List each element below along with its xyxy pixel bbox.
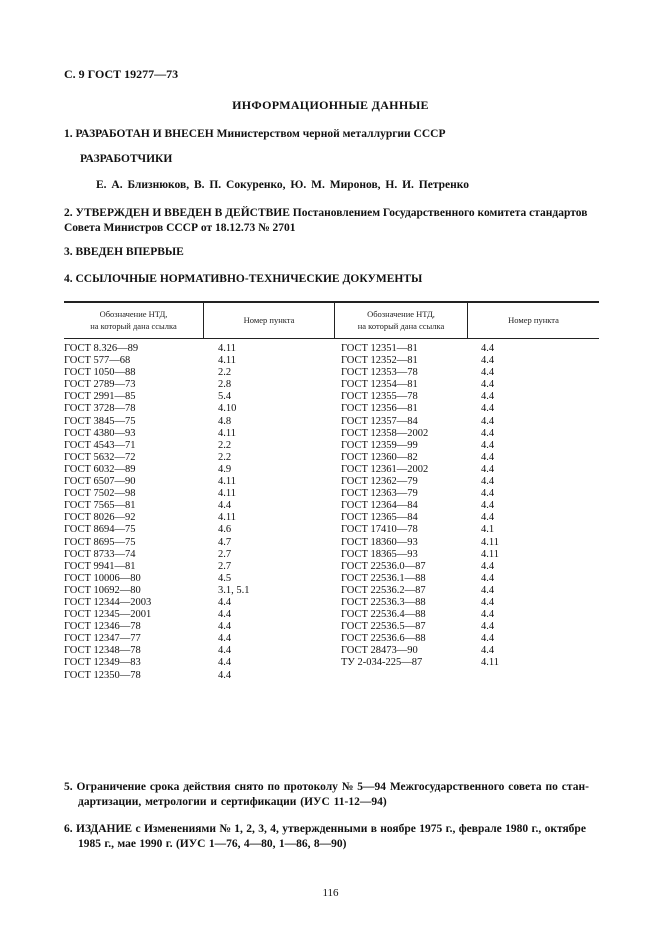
- right-doc-column: [341, 343, 428, 670]
- right-doc-cell: ГОСТ 22536.2—87: [341, 584, 426, 596]
- item-3: [64, 245, 604, 260]
- left-item-cell: 2.7: [218, 548, 232, 560]
- left-item-cell: 4.11: [218, 343, 236, 354]
- left-doc-column: [64, 343, 151, 682]
- right-doc-cell: ГОСТ 12351—81: [341, 343, 418, 354]
- left-doc-cell: ГОСТ 12344—2003: [64, 596, 152, 608]
- right-item-cell: 4.11: [481, 657, 499, 669]
- left-doc-cell: ГОСТ 6032—89: [64, 463, 136, 475]
- item-6-line-2: 1985 г., мае 1990 г. (ИУС 1—76, 4—80, 1—86, 8—90): [78, 838, 347, 850]
- right-item-cell: 4.4: [481, 596, 495, 608]
- right-item-cell: 4.4: [481, 609, 495, 621]
- item-1-text: Министерством черной металлургии СССР: [216, 128, 446, 140]
- left-doc-cell: ГОСТ 1050—88: [64, 367, 136, 379]
- item-3-number: 3.: [64, 246, 73, 258]
- right-item-cell: 4.4: [481, 572, 495, 584]
- left-doc-cell: ГОСТ 12349—83: [64, 657, 141, 669]
- right-item-cell: 4.4: [481, 451, 495, 463]
- right-doc-cell: ГОСТ 12354—81: [341, 379, 418, 391]
- left-doc-cell: ГОСТ 9941—81: [64, 560, 136, 572]
- page-title: ИНФОРМАЦИОННЫЕ ДАННЫЕ: [232, 98, 429, 112]
- item-4-heading: ССЫЛОЧНЫЕ НОРМАТИВНО-ТЕХНИЧЕСКИЕ ДОКУМЕНТЫ: [75, 273, 423, 285]
- item-2-heading: УТВЕРЖДЕН И ВВЕДЕН В ДЕЙСТВИЕ: [75, 207, 290, 219]
- right-item-column: [481, 343, 499, 670]
- right-doc-cell: ГОСТ 28473—90: [341, 645, 418, 657]
- item-1: [64, 127, 604, 142]
- developers-list: Е. А. Близнюков, В. П. Сокуренко, Ю. М. Миронов, Н. И. Петренко: [96, 179, 469, 191]
- left-item-cell: 5.4: [218, 391, 232, 403]
- table-header-doc: Обозначение НТД, на который дана ссылка: [90, 309, 177, 331]
- left-item-cell: 4.4: [218, 633, 232, 645]
- left-doc-cell: ГОСТ 7565—81: [64, 500, 136, 512]
- left-item-cell: 2.2: [218, 451, 232, 463]
- item-1-number: 1.: [64, 128, 73, 140]
- item-6: [64, 822, 604, 852]
- right-item-cell: 4.4: [481, 463, 495, 475]
- right-item-cell: 4.4: [481, 488, 495, 500]
- right-doc-cell: ГОСТ 18365—93: [341, 548, 418, 560]
- left-doc-cell: ГОСТ 3728—78: [64, 403, 136, 415]
- left-item-cell: 4.7: [218, 536, 232, 548]
- table-header-rule: [64, 338, 599, 339]
- right-item-cell: 4.4: [481, 367, 495, 379]
- left-doc-cell: ГОСТ 4380—93: [64, 427, 136, 439]
- right-item-cell: 4.4: [481, 584, 495, 596]
- right-doc-cell: ГОСТ 12357—84: [341, 415, 418, 427]
- right-doc-cell: ТУ 2-034-225—87: [341, 657, 423, 669]
- right-doc-cell: ГОСТ 12362—79: [341, 476, 418, 488]
- right-item-cell: 4.4: [481, 512, 495, 524]
- table-header-doc: Обозначение НТД, на который дана ссылка: [357, 309, 445, 331]
- item-5-line-2: дартизации, метрологии и сертификации (ИУС 11-12—94): [78, 796, 387, 808]
- left-doc-cell: ГОСТ 4543—71: [64, 439, 136, 451]
- right-item-cell: 4.4: [481, 427, 495, 439]
- left-doc-cell: ГОСТ 8694—75: [64, 524, 136, 536]
- left-doc-cell: ГОСТ 10692—80: [64, 584, 141, 596]
- item-6-number: 6.: [64, 823, 73, 835]
- right-item-cell: 4.4: [481, 355, 495, 367]
- left-item-cell: 4.11: [218, 427, 236, 439]
- left-doc-cell: ГОСТ 577—68: [64, 355, 131, 367]
- left-doc-cell: ГОСТ 8733—74: [64, 548, 136, 560]
- right-item-cell: 4.4: [481, 415, 495, 427]
- left-doc-cell: ГОСТ 8026—92: [64, 512, 136, 524]
- right-doc-cell: ГОСТ 12364—84: [341, 500, 418, 512]
- item-4: [64, 272, 604, 287]
- right-item-cell: 4.4: [481, 560, 495, 572]
- left-doc-cell: ГОСТ 12348—78: [64, 645, 141, 657]
- right-item-cell: 4.4: [481, 403, 495, 415]
- left-item-cell: 4.11: [218, 512, 236, 524]
- item-5-line-1: Ограничение срока действия снято по протоколу № 5—94 Межгосударственного совета по стан-: [76, 781, 589, 793]
- item-5-number: 5.: [64, 781, 73, 793]
- right-doc-cell: ГОСТ 12353—78: [341, 367, 418, 379]
- right-doc-cell: ГОСТ 22536.3—88: [341, 596, 426, 608]
- left-item-cell: 4.11: [218, 476, 236, 488]
- item-3-heading: ВВЕДЕН ВПЕРВЫЕ: [75, 246, 184, 258]
- left-item-cell: 4.4: [218, 657, 232, 669]
- right-item-cell: 4.11: [481, 548, 499, 560]
- left-doc-cell: ГОСТ 12347—77: [64, 633, 141, 645]
- right-item-cell: 4.4: [481, 645, 495, 657]
- right-doc-cell: ГОСТ 12365—84: [341, 512, 418, 524]
- right-doc-cell: ГОСТ 12358—2002: [341, 427, 429, 439]
- item-5: [64, 780, 604, 810]
- page-header: С. 9 ГОСТ 19277—73: [64, 67, 179, 81]
- right-item-cell: 4.11: [481, 536, 499, 548]
- item-2: [64, 206, 604, 236]
- table-header-item: Номер пункта: [508, 315, 559, 325]
- left-doc-cell: ГОСТ 6507—90: [64, 476, 136, 488]
- right-item-cell: 4.4: [481, 343, 495, 354]
- left-item-cell: 2.2: [218, 367, 232, 379]
- left-item-cell: 4.4: [218, 621, 232, 633]
- right-doc-cell: ГОСТ 12360—82: [341, 451, 418, 463]
- left-doc-cell: ГОСТ 7502—98: [64, 488, 136, 500]
- right-item-cell: 4.4: [481, 379, 495, 391]
- left-item-cell: 4.11: [218, 355, 236, 367]
- left-doc-cell: ГОСТ 5632—72: [64, 451, 136, 463]
- left-item-cell: 2.7: [218, 560, 232, 572]
- right-doc-cell: ГОСТ 22536.5—87: [341, 621, 426, 633]
- right-item-cell: 4.4: [481, 621, 495, 633]
- right-item-cell: 4.4: [481, 500, 495, 512]
- left-item-cell: 4.9: [218, 463, 232, 475]
- item-4-number: 4.: [64, 273, 73, 285]
- left-item-cell: 4.4: [218, 645, 232, 657]
- right-doc-cell: ГОСТ 22536.4—88: [341, 609, 426, 621]
- left-doc-cell: ГОСТ 8.326—89: [64, 343, 139, 354]
- left-doc-cell: ГОСТ 12345—2001: [64, 609, 152, 621]
- left-item-cell: 4.11: [218, 488, 236, 500]
- right-doc-cell: ГОСТ 12359—99: [341, 439, 418, 451]
- table-top-rule: [64, 301, 599, 303]
- left-item-cell: 4.4: [218, 500, 232, 512]
- left-doc-cell: ГОСТ 2991—85: [64, 391, 136, 403]
- left-item-cell: 4.4: [218, 596, 232, 608]
- right-item-cell: 4.4: [481, 476, 495, 488]
- left-item-cell: 4.4: [218, 609, 232, 621]
- right-item-cell: 4.4: [481, 633, 495, 645]
- right-doc-cell: ГОСТ 12355—78: [341, 391, 418, 403]
- left-doc-cell: ГОСТ 12346—78: [64, 621, 141, 633]
- item-6-line-1: ИЗДАНИЕ с Изменениями № 1, 2, 3, 4, утвержденными в ноябре 1975 г., феврале 1980 г., октябре: [76, 823, 586, 835]
- left-item-cell: 2.2: [218, 439, 232, 451]
- right-doc-cell: ГОСТ 18360—93: [341, 536, 418, 548]
- left-doc-cell: ГОСТ 12350—78: [64, 669, 141, 681]
- left-item-cell: 2.8: [218, 379, 232, 391]
- left-doc-cell: ГОСТ 10006—80: [64, 572, 141, 584]
- right-doc-cell: ГОСТ 22536.1—88: [341, 572, 426, 584]
- right-item-cell: 4.4: [481, 391, 495, 403]
- developers-label: РАЗРАБОТЧИКИ: [80, 153, 173, 165]
- left-doc-cell: ГОСТ 3845—75: [64, 415, 136, 427]
- item-2-number: 2.: [64, 207, 73, 219]
- page-number: 116: [322, 887, 339, 899]
- right-doc-cell: ГОСТ 12356—81: [341, 403, 418, 415]
- left-doc-cell: ГОСТ 2789—73: [64, 379, 136, 391]
- right-doc-cell: ГОСТ 22536.6—88: [341, 633, 426, 645]
- item-1-heading: РАЗРАБОТАН И ВНЕСЕН: [75, 128, 214, 140]
- left-item-cell: 3.1, 5.1: [218, 584, 250, 596]
- right-doc-cell: ГОСТ 12363—79: [341, 488, 418, 500]
- left-item-cell: 4.6: [218, 524, 232, 536]
- left-doc-cell: ГОСТ 8695—75: [64, 536, 136, 548]
- item-2-text: Постановлением Государственного комитета стандартов Совета Министров СССР от 18.12.73 № 2701: [64, 207, 588, 234]
- left-item-cell: 4.10: [218, 403, 237, 415]
- right-doc-cell: ГОСТ 12352—81: [341, 355, 418, 367]
- right-doc-cell: ГОСТ 17410—78: [341, 524, 418, 536]
- left-item-column: [218, 343, 250, 682]
- left-item-cell: 4.4: [218, 669, 232, 681]
- right-item-cell: 4.4: [481, 439, 495, 451]
- right-doc-cell: ГОСТ 22536.0—87: [341, 560, 426, 572]
- right-item-cell: 4.1: [481, 524, 495, 536]
- left-item-cell: 4.8: [218, 415, 232, 427]
- table-header-item: Номер пункта: [243, 315, 295, 325]
- right-doc-cell: ГОСТ 12361—2002: [341, 463, 429, 475]
- left-item-cell: 4.5: [218, 572, 232, 584]
